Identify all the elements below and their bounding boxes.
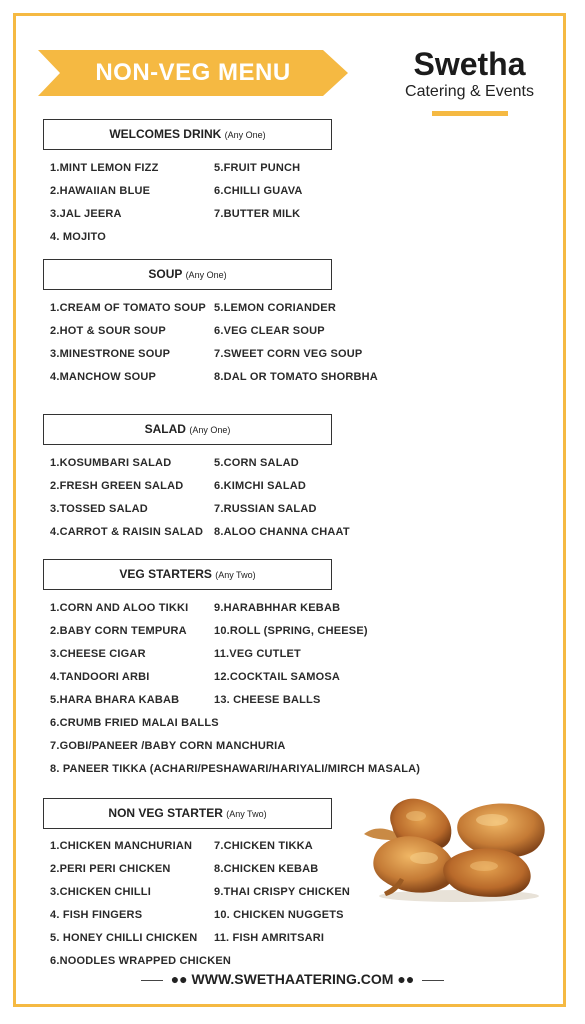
menu-item: 6.CRUMB FRIED MALAI BALLS xyxy=(50,717,219,729)
brand-logo xyxy=(392,46,547,116)
brand-subtitle: Catering & Events xyxy=(405,83,534,100)
menu-item: 6.KIMCHI SALAD xyxy=(214,480,307,492)
menu-item: 2.HOT & SOUR SOUP xyxy=(50,325,166,337)
menu-item: 3.MINESTRONE SOUP xyxy=(50,348,171,360)
menu-item: 2.PERI PERI CHICKEN xyxy=(50,863,171,875)
menu-item: 11.VEG CUTLET xyxy=(214,648,301,660)
footer-dots-right: ●● xyxy=(397,971,415,987)
brand-name: Swetha xyxy=(413,46,526,82)
section-title: WELCOMES DRINK xyxy=(109,127,222,141)
menu-item: 3.TOSSED SALAD xyxy=(50,503,148,515)
section-header-nonveg-starter xyxy=(43,798,332,829)
menu-item: 7.SWEET CORN VEG SOUP xyxy=(214,348,363,360)
roast-chicken-image xyxy=(364,788,550,904)
menu-item: 13. CHEESE BALLS xyxy=(214,694,321,706)
menu-item: 1.KOSUMBARI SALAD xyxy=(50,457,172,469)
menu-item: 5.LEMON CORIANDER xyxy=(214,302,336,314)
menu-item: 1.MINT LEMON FIZZ xyxy=(50,162,159,174)
menu-item: 6.VEG CLEAR SOUP xyxy=(214,325,325,337)
footer-line-right xyxy=(422,980,444,981)
menu-item: 9.HARABHHAR KEBAB xyxy=(214,602,341,614)
menu-item: 4.CARROT & RAISIN SALAD xyxy=(50,526,204,538)
section-note: (Any One) xyxy=(224,130,266,140)
website-text: WWW.SWETHAATERING.COM xyxy=(191,971,394,987)
menu-item: 5. HONEY CHILLI CHICKEN xyxy=(50,932,198,944)
menu-item: 9.THAI CRISPY CHICKEN xyxy=(214,886,351,898)
menu-item: 5.HARA BHARA KABAB xyxy=(50,694,180,706)
menu-item: 10. CHICKEN NUGGETS xyxy=(214,909,344,921)
brand-underline xyxy=(432,111,508,116)
footer-line-left xyxy=(141,980,163,981)
section-title: NON VEG STARTER xyxy=(108,806,223,820)
menu-item: 5.FRUIT PUNCH xyxy=(214,162,301,174)
menu-item: 10.ROLL (SPRING, CHEESE) xyxy=(214,625,368,637)
section-title: VEG STARTERS xyxy=(119,567,212,581)
section-note: (Any Two) xyxy=(215,570,256,580)
section-title: SOUP xyxy=(148,267,183,281)
menu-item: 5.CORN SALAD xyxy=(214,457,299,469)
menu-item: 4. FISH FINGERS xyxy=(50,909,143,921)
footer-dots-left: ●● xyxy=(170,971,188,987)
menu-item: 6.CHILLI GUAVA xyxy=(214,185,303,197)
section-note: (Any Two) xyxy=(226,809,267,819)
section-header-salad xyxy=(43,414,332,445)
menu-item: 4. MOJITO xyxy=(50,231,106,243)
section-title: SALAD xyxy=(144,422,186,436)
section-header-welcome xyxy=(43,119,332,150)
section-note: (Any One) xyxy=(185,270,227,280)
menu-item: 4.MANCHOW SOUP xyxy=(50,371,157,383)
menu-item: 8.ALOO CHANNA CHAAT xyxy=(214,526,350,538)
footer-website xyxy=(0,971,585,987)
menu-item: 1.CORN AND ALOO TIKKI xyxy=(50,602,189,614)
menu-item: 2.BABY CORN TEMPURA xyxy=(50,625,187,637)
menu-item: 3.CHEESE CIGAR xyxy=(50,648,146,660)
menu-item: 7.RUSSIAN SALAD xyxy=(214,503,317,515)
menu-item: 3.CHICKEN CHILLI xyxy=(50,886,151,898)
menu-item: 8.CHICKEN KEBAB xyxy=(214,863,319,875)
menu-item: 4.TANDOORI ARBI xyxy=(50,671,150,683)
menu-item: 2.HAWAIIAN BLUE xyxy=(50,185,151,197)
banner-title: NON-VEG MENU xyxy=(95,59,291,86)
menu-item: 7.GOBI/PANEER /BABY CORN MANCHURIA xyxy=(50,740,286,752)
menu-item: 7.BUTTER MILK xyxy=(214,208,301,220)
menu-item: 6.NOODLES WRAPPED CHICKEN xyxy=(50,955,232,967)
menu-item: 11. FISH AMRITSARI xyxy=(214,932,325,944)
menu-item: 12.COCKTAIL SAMOSA xyxy=(214,671,341,683)
section-note: (Any One) xyxy=(189,425,231,435)
section-header-soup xyxy=(43,259,332,290)
menu-item: 8.DAL OR TOMATO SHORBHA xyxy=(214,371,378,383)
section-header-veg-starters xyxy=(43,559,332,590)
title-banner xyxy=(38,50,348,96)
menu-item: 2.FRESH GREEN SALAD xyxy=(50,480,184,492)
menu-item: 3.JAL JEERA xyxy=(50,208,122,220)
menu-item: 8. PANEER TIKKA (ACHARI/PESHAWARI/HARIYALI/MIRCH MASALA) xyxy=(50,763,421,775)
menu-item: 1.CREAM OF TOMATO SOUP xyxy=(50,302,206,314)
menu-item: 7.CHICKEN TIKKA xyxy=(214,840,313,852)
menu-item: 1.CHICKEN MANCHURIAN xyxy=(50,840,193,852)
